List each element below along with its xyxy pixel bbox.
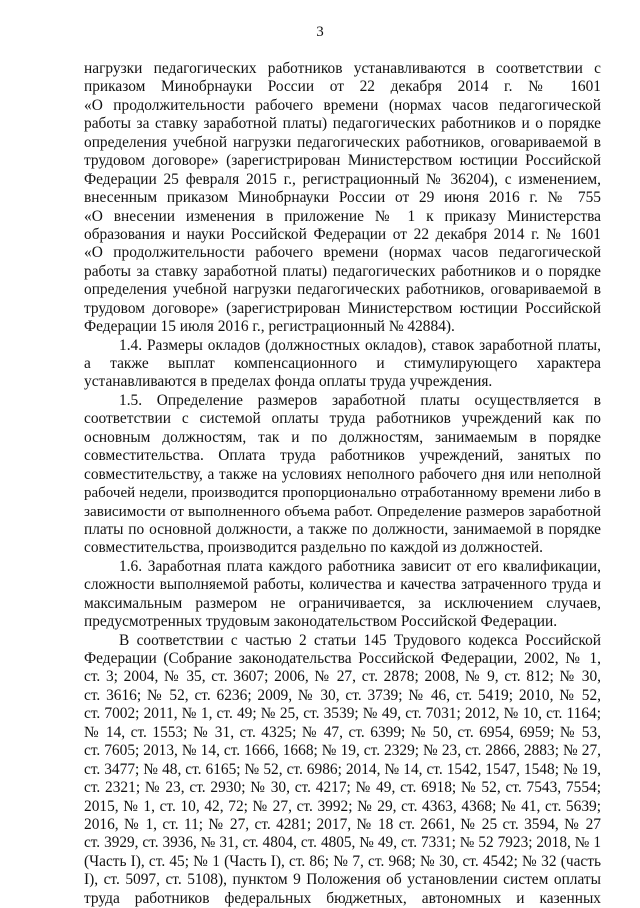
text-line: устанавливаются в пределах фонда оплаты труда учреждения. — [84, 373, 493, 391]
text-line: основным должностям, так и по должностям, занимаемым в порядке — [84, 428, 601, 446]
text-line: труда работников федеральных бюджетных, автономных и казенных — [84, 889, 601, 907]
text-line: а также выплат компенсационного и стимулирующего характера — [84, 355, 601, 372]
text-line: ст. 2321; № 23, ст. 2930; № 30, ст. 4217; № 49, ст. 6918; № 52, ст. 7543, 7554; — [84, 779, 601, 797]
text-line: ст. 7605; 2013, № 14, ст. 1666, 1668; № 19, ст. 2329; № 23, ст. 2866, 2883; № 27, — [84, 742, 601, 760]
text-line: Федерации (Собрание законодательства Российской Федерации, 2002, № 1, — [84, 650, 601, 667]
text-line: определения учебной нагрузки педагогических работников, оговариваемой в — [84, 133, 601, 151]
text-line: совместительства, производится раздельно по каждой из должностей. — [84, 539, 543, 557]
text-line: нагрузки педагогических работников устанавливаются в соответствии с — [84, 60, 601, 77]
text-line: рабочей недели, производится пропорционально отработанному времени либо в — [84, 485, 601, 502]
text-line: образования и науки Российской Федерации от 22 декабря 2014 г. № 1601 — [84, 225, 601, 243]
text-line: трудовом договоре» (зарегистрирован Министерством юстиции Российской — [84, 152, 601, 170]
text-line: работы за ставку заработной платы) педагогических работников и о порядке — [84, 262, 601, 280]
text-line: «О продолжительности рабочего времени (нормах часов педагогической — [84, 96, 601, 114]
text-line: соответствии с системой оплаты труда работников учреждений как по — [84, 410, 601, 428]
text-line: 2016, № 1, ст. 11; № 27, ст. 4281; 2017, № 18 ст. 2661, № 25 ст. 3594, № 27 — [84, 815, 601, 833]
text-line: зависимости от выполненного объема работ. Определение размеров заработной — [84, 503, 601, 520]
text-line: 1.5. Определение размеров заработной платы осуществляется в — [119, 391, 601, 409]
body-text — [84, 60, 601, 908]
text-line: Федерации 25 февраля 2015 г., регистрационный № 36204), с изменением, — [84, 170, 601, 188]
text-line: совместительству, а также на условиях неполного рабочего дня или неполной — [84, 465, 601, 483]
text-line: работы за ставку заработной платы) педагогических работников и о порядке — [84, 115, 601, 133]
text-line: 1.4. Размеры окладов (должностных окладов), ставок заработной платы, — [119, 336, 601, 354]
text-line: ст. 3616; № 52, ст. 6236; 2009, № 30, ст. 3739; № 46, ст. 5419; 2010, № 52, — [84, 686, 601, 704]
text-line: сложности выполняемой работы, количества и качества затраченного труда и — [84, 576, 601, 594]
text-line: определения учебной нагрузки педагогических работников, оговариваемой в — [84, 281, 601, 299]
text-line: «О внесении изменения в приложение № 1 к приказу Министерства — [84, 207, 601, 225]
text-line: совместительства. Оплата труда работников учреждений, занятых по — [84, 447, 601, 465]
text-line: 1.6. Заработная плата каждого работника зависит от его квалификации, — [119, 557, 601, 575]
text-line: приказом Минобрнауки России от 22 декабря 2014 г. № 1601 — [84, 78, 601, 96]
text-line: трудовом договоре» (зарегистрирован Министерством юстиции Российской — [84, 299, 601, 317]
text-line: № 14, ст. 1553; № 31, ст. 4325; № 47, ст. 6399; № 50, ст. 6954, 6959; № 53, — [84, 723, 601, 741]
text-line: внесенным приказом Минобрнауки России от 29 июня 2016 г. № 755 — [84, 189, 601, 207]
text-line: «О продолжительности рабочего времени (нормах часов педагогической — [84, 244, 601, 262]
text-line: ст. 3929, ст. 3936, № 31, ст. 4804, ст. 4805, № 49, ст. 7331; № 52 7923; 2018, № 1 — [84, 834, 601, 852]
text-line: предусмотренных трудовым законодательством Российской Федерации. — [84, 613, 558, 631]
text-line: (Часть I), ст. 45; № 1 (Часть I), ст. 86; № 7, ст. 968; № 30, ст. 4542; № 32 (часть — [84, 852, 601, 870]
text-line: платы по основной должности, а также по должности, занимаемой в порядке — [84, 520, 601, 538]
text-line: ст. 7002; 2011, № 1, ст. 49; № 25, ст. 3539; № 49, ст. 7031; 2012, № 10, ст. 1164; — [84, 705, 601, 723]
text-line: В соответствии с частью 2 статьи 145 Трудового кодекса Российской — [119, 631, 601, 649]
text-line: ст. 3; 2004, № 35, ст. 3607; 2006, № 27, ст. 2878; 2008, № 9, ст. 812; № 30, — [84, 668, 601, 686]
text-line: I), ст. 5097, ст. 5108), пунктом 9 Положения об установлении систем оплаты — [84, 871, 601, 889]
text-line: 2015, № 1, ст. 10, 42, 72; № 27, ст. 3992; № 29, ст. 4363, 4368; № 41, ст. 5639; — [84, 797, 601, 815]
text-line: Федерации 15 июля 2016 г., регистрационный № 42884). — [84, 318, 455, 336]
text-line: максимальным размером не ограничивается, за исключением случаев, — [84, 594, 601, 612]
text-line: ст. 3477; № 48, ст. 6165; № 52, ст. 6986; 2014, № 14, ст. 1542, 1547, 1548; № 19, — [84, 760, 601, 778]
page-number: 3 — [316, 24, 324, 40]
